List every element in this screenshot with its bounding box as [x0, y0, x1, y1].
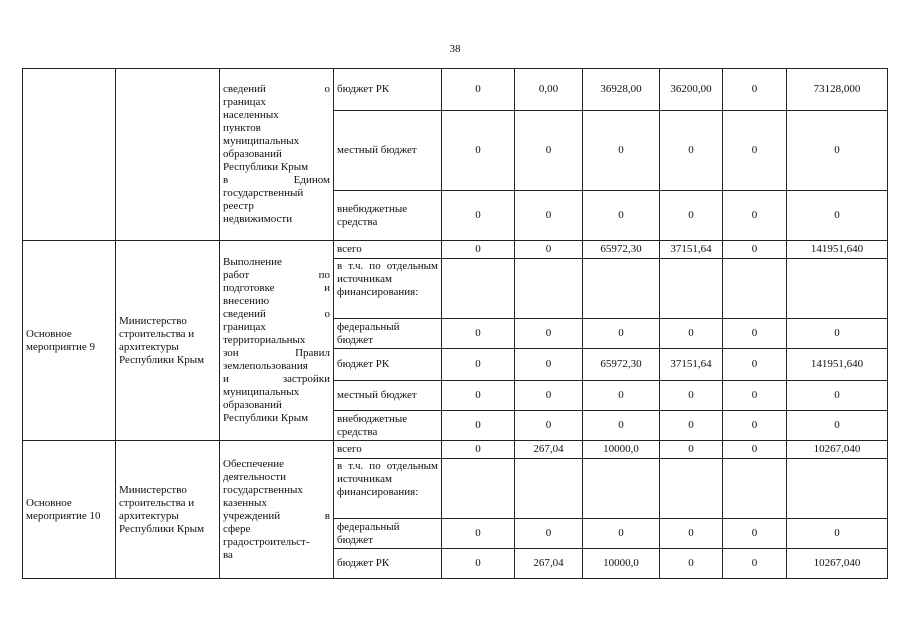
description-line: зон Правил	[223, 347, 330, 359]
amount-cell	[583, 459, 660, 519]
description-line: Обеспечение	[223, 457, 284, 470]
amount-cell	[660, 459, 723, 519]
funding-source-cell: внебюджетные средства	[334, 411, 442, 441]
amount-cell: 0	[787, 111, 888, 191]
description-line: недвижимости	[223, 213, 293, 225]
funding-source-cell: всего	[334, 241, 442, 259]
funding-source-cell: федеральный бюджет	[334, 319, 442, 349]
event-name-cell	[23, 69, 116, 241]
amount-cell: 0	[515, 411, 583, 441]
amount-cell	[515, 259, 583, 319]
description-line: образований	[223, 148, 282, 160]
amount-cell: 0	[660, 519, 723, 549]
amount-cell: 0	[515, 241, 583, 259]
description-line: сведений о	[223, 83, 330, 95]
amount-cell: 0	[723, 381, 787, 411]
amount-cell: 0	[442, 519, 515, 549]
description-line: границах	[223, 96, 266, 108]
amount-cell: 0	[442, 319, 515, 349]
amount-cell: 0	[442, 381, 515, 411]
description-line: и застройки	[223, 373, 330, 385]
description-line: муниципальных	[223, 135, 300, 147]
amount-cell: 0	[787, 319, 888, 349]
amount-cell: 0	[660, 191, 723, 241]
amount-cell: 267,04	[515, 549, 583, 579]
amount-cell: 0	[515, 519, 583, 549]
amount-cell: 36928,00	[583, 69, 660, 111]
amount-cell	[583, 259, 660, 319]
description-line: государственных	[223, 483, 303, 496]
funding-source-cell: всего	[334, 441, 442, 459]
amount-cell: 0	[787, 411, 888, 441]
amount-cell	[442, 459, 515, 519]
description-line: в Едином	[223, 174, 330, 186]
amount-cell: 0	[787, 519, 888, 549]
amount-cell	[723, 459, 787, 519]
responsible-executor-cell: Министерство строительства и архитектуры Республики Крым	[116, 441, 220, 579]
amount-cell	[723, 259, 787, 319]
amount-cell: 10267,040	[787, 441, 888, 459]
event-name-cell: Основное мероприятие 9	[23, 241, 116, 441]
amount-cell: 0	[442, 349, 515, 381]
responsible-executor-cell: Министерство строительства и архитектуры Республики Крым	[116, 241, 220, 441]
amount-cell: 0	[583, 411, 660, 441]
amount-cell: 0	[515, 349, 583, 381]
description-line: учреждений в	[223, 509, 330, 522]
description-line: государственный	[223, 187, 304, 199]
amount-cell: 73128,000	[787, 69, 888, 111]
amount-cell: 0	[660, 381, 723, 411]
funding-source-cell: местный бюджет	[334, 111, 442, 191]
description-line: Республики Крым	[223, 161, 309, 173]
amount-cell: 0	[723, 69, 787, 111]
amount-cell: 65972,30	[583, 349, 660, 381]
amount-cell: 10000,0	[583, 441, 660, 459]
amount-cell: 0	[442, 111, 515, 191]
amount-cell: 0	[787, 191, 888, 241]
funding-table	[22, 68, 888, 579]
amount-cell: 10000,0	[583, 549, 660, 579]
funding-source-cell: в т.ч. по отдельным источникам финансирования:	[334, 259, 442, 319]
table-row	[23, 441, 888, 459]
description-line: реестр	[223, 200, 254, 212]
amount-cell	[787, 259, 888, 319]
amount-cell: 0	[660, 441, 723, 459]
table-row	[23, 241, 888, 259]
table-row	[23, 69, 888, 111]
amount-cell: 0	[442, 549, 515, 579]
amount-cell: 0	[442, 69, 515, 111]
description-line: территориальных	[223, 334, 306, 346]
event-description-cell	[220, 441, 334, 579]
description-line: муниципальных	[223, 386, 300, 398]
amount-cell: 10267,040	[787, 549, 888, 579]
description-line: Республики Крым	[223, 412, 309, 424]
description-line: землепользования	[223, 360, 308, 372]
amount-cell: 141951,640	[787, 241, 888, 259]
amount-cell: 37151,64	[660, 241, 723, 259]
description-line: подготовке и	[223, 282, 330, 294]
amount-cell: 0	[583, 519, 660, 549]
description-line: пунктов	[223, 122, 261, 134]
event-name-cell: Основное мероприятие 10	[23, 441, 116, 579]
description-line: Выполнение	[223, 256, 282, 268]
amount-cell: 0	[787, 381, 888, 411]
amount-cell: 65972,30	[583, 241, 660, 259]
amount-cell: 0	[515, 111, 583, 191]
event-description-cell	[220, 241, 334, 441]
amount-cell: 0	[723, 549, 787, 579]
description-line: ва	[223, 548, 233, 561]
amount-cell: 37151,64	[660, 349, 723, 381]
amount-cell: 0	[660, 411, 723, 441]
description-line: границах	[223, 321, 266, 333]
amount-cell: 0	[723, 519, 787, 549]
amount-cell	[515, 459, 583, 519]
description-line: сведений о	[223, 308, 330, 320]
responsible-executor-cell	[116, 69, 220, 241]
amount-cell: 0	[583, 191, 660, 241]
description-line: внесению	[223, 295, 270, 307]
amount-cell: 0	[660, 549, 723, 579]
amount-cell: 0	[660, 319, 723, 349]
amount-cell: 0	[660, 111, 723, 191]
amount-cell: 0,00	[515, 69, 583, 111]
amount-cell: 0	[723, 111, 787, 191]
description-line: казенных	[223, 496, 267, 509]
funding-source-cell: бюджет РК	[334, 549, 442, 579]
amount-cell: 0	[442, 191, 515, 241]
amount-cell: 0	[723, 191, 787, 241]
page-number: 38	[449, 43, 461, 55]
funding-source-cell: федеральный бюджет	[334, 519, 442, 549]
amount-cell: 36200,00	[660, 69, 723, 111]
amount-cell: 0	[723, 319, 787, 349]
amount-cell: 0	[515, 381, 583, 411]
amount-cell: 267,04	[515, 441, 583, 459]
description-line: деятельности	[223, 470, 286, 483]
amount-cell: 141951,640	[787, 349, 888, 381]
amount-cell: 0	[515, 191, 583, 241]
description-line: работ по	[223, 269, 330, 281]
funding-source-cell: местный бюджет	[334, 381, 442, 411]
amount-cell: 0	[442, 441, 515, 459]
event-description-cell	[220, 69, 334, 241]
funding-source-cell: в т.ч. по отдельным источникам финансирования:	[334, 459, 442, 519]
amount-cell: 0	[723, 349, 787, 381]
description-line: населенных	[223, 109, 279, 121]
amount-cell	[787, 459, 888, 519]
amount-cell: 0	[442, 411, 515, 441]
funding-source-cell: бюджет РК	[334, 69, 442, 111]
amount-cell: 0	[723, 241, 787, 259]
description-line: градостроительст-	[223, 535, 310, 548]
amount-cell: 0	[515, 319, 583, 349]
amount-cell: 0	[723, 411, 787, 441]
amount-cell: 0	[583, 111, 660, 191]
amount-cell	[442, 259, 515, 319]
amount-cell	[660, 259, 723, 319]
amount-cell: 0	[442, 241, 515, 259]
description-line: образований	[223, 399, 282, 411]
amount-cell: 0	[723, 441, 787, 459]
description-line: сфере	[223, 522, 251, 535]
funding-source-cell: внебюджетные средства	[334, 191, 442, 241]
amount-cell: 0	[583, 381, 660, 411]
funding-source-cell: бюджет РК	[334, 349, 442, 381]
amount-cell: 0	[583, 319, 660, 349]
